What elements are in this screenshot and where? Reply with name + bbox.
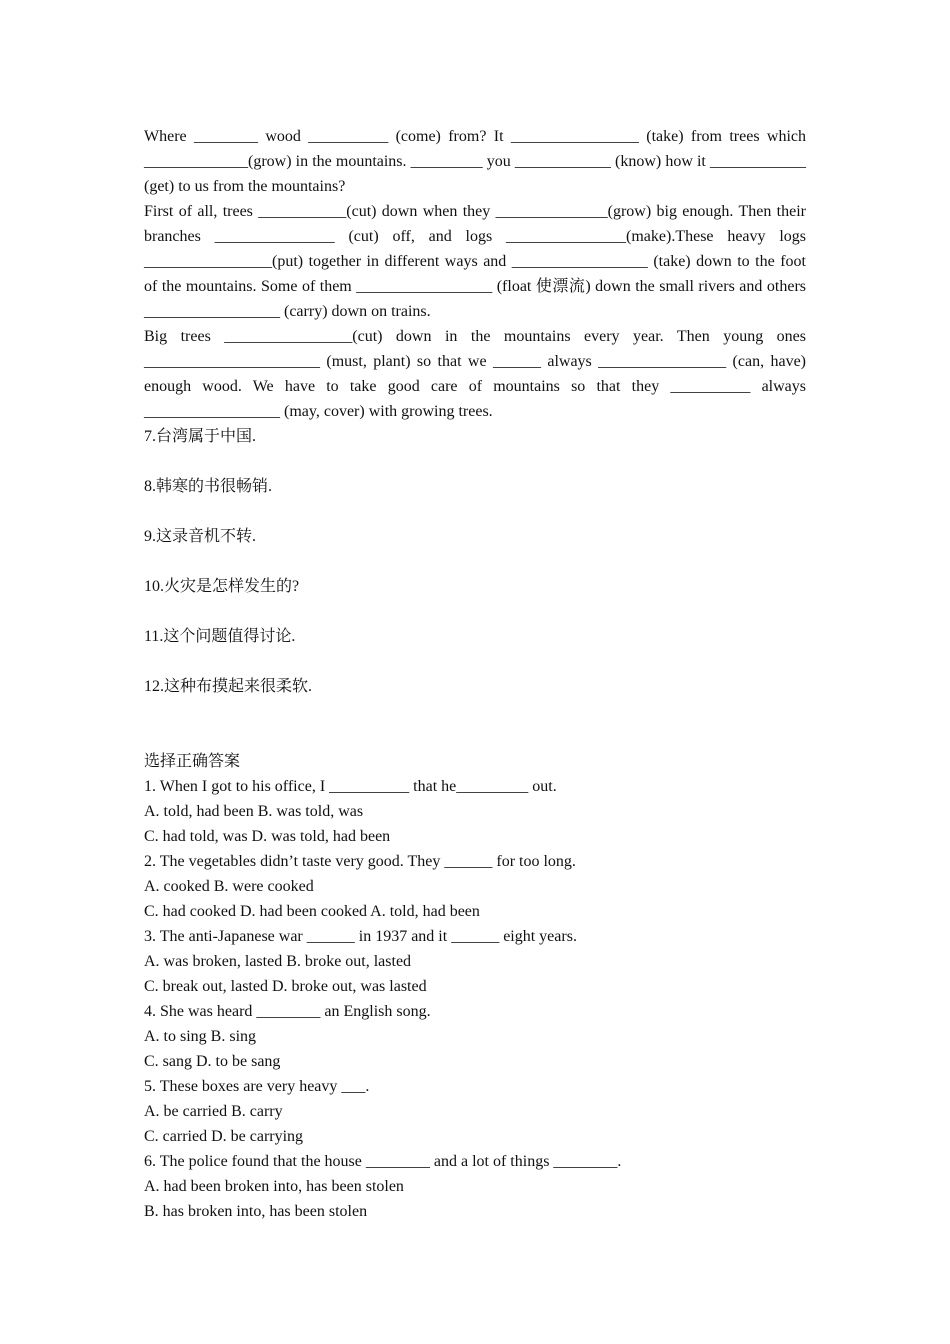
spacer xyxy=(144,724,806,749)
spacer xyxy=(144,599,806,624)
choice-line: C. break out, lasted D. broke out, was lasted xyxy=(144,978,427,995)
choice-line: A. told, had been B. was told, was xyxy=(144,803,364,820)
choice-line: 4. She was heard ________ an English song. xyxy=(144,1003,431,1020)
choice-line: C. had told, was D. was told, had been xyxy=(144,828,391,845)
choice-line: B. has broken into, has been stolen xyxy=(144,1203,368,1220)
translation-item-7: 7.台湾属于中国. xyxy=(144,428,257,445)
spacer xyxy=(144,699,806,724)
spacer xyxy=(144,499,806,524)
passage-paragraph-1: Where ________ wood __________ (come) from? It ________________ (take) from trees which _____________(grow) in the mountains. _________ you ____________ (know) how it ____________ (get) to us from the mountains? xyxy=(144,128,806,195)
translation-item-10: 10.火灾是怎样发生的? xyxy=(144,578,300,595)
passage-paragraph-2: First of all, trees ___________(cut) down when they ______________(grow) big enough. Then their branches _______________ (cut) off, and logs _______________(make).These heavy logs ________________(put) together in different ways and _________________ (take) down to the foot of the mountains. Some of them _________________ (float 使漂流) down the small rivers and others _________________ (carry) down on trains. xyxy=(144,203,806,320)
passage-paragraph-3: Big trees ________________(cut) down in the mountains every year. Then young ones ______________________ (must, plant) so that we ______ always ________________ (can, have) enough wood. We have to take good care of mountains so that they __________ always _________________ (may, cover) with growing trees. xyxy=(144,328,806,420)
translation-item-9: 9.这录音机不转. xyxy=(144,528,257,545)
translation-item-8: 8.韩寒的书很畅销. xyxy=(144,478,273,495)
section-heading: 选择正确答案 xyxy=(144,753,241,770)
choice-line: A. to sing B. sing xyxy=(144,1028,257,1045)
spacer xyxy=(144,649,806,674)
choice-line: A. had been broken into, has been stolen xyxy=(144,1178,404,1195)
choice-line: 1. When I got to his office, I __________ that he_________ out. xyxy=(144,778,557,795)
choice-line: C. sang D. to be sang xyxy=(144,1053,281,1070)
choice-line: 3. The anti-Japanese war ______ in 1937 and it ______ eight years. xyxy=(144,928,577,945)
spacer xyxy=(144,449,806,474)
translation-item-11: 11.这个问题值得讨论. xyxy=(144,628,296,645)
spacer xyxy=(144,549,806,574)
choice-line: C. carried D. be carrying xyxy=(144,1128,304,1145)
choice-line: 2. The vegetables didn’t taste very good. They ______ for too long. xyxy=(144,853,576,870)
choice-line: A. be carried B. carry xyxy=(144,1103,283,1120)
choice-line: 5. These boxes are very heavy ___. xyxy=(144,1078,370,1095)
choice-line: A. was broken, lasted B. broke out, lasted xyxy=(144,953,412,970)
choice-line: 6. The police found that the house ________ and a lot of things ________. xyxy=(144,1153,622,1170)
document-page xyxy=(144,124,806,1224)
translation-item-12: 12.这种布摸起来很柔软. xyxy=(144,678,313,695)
choice-line: A. cooked B. were cooked xyxy=(144,878,314,895)
choice-line: C. had cooked D. had been cooked A. told, had been xyxy=(144,903,480,920)
